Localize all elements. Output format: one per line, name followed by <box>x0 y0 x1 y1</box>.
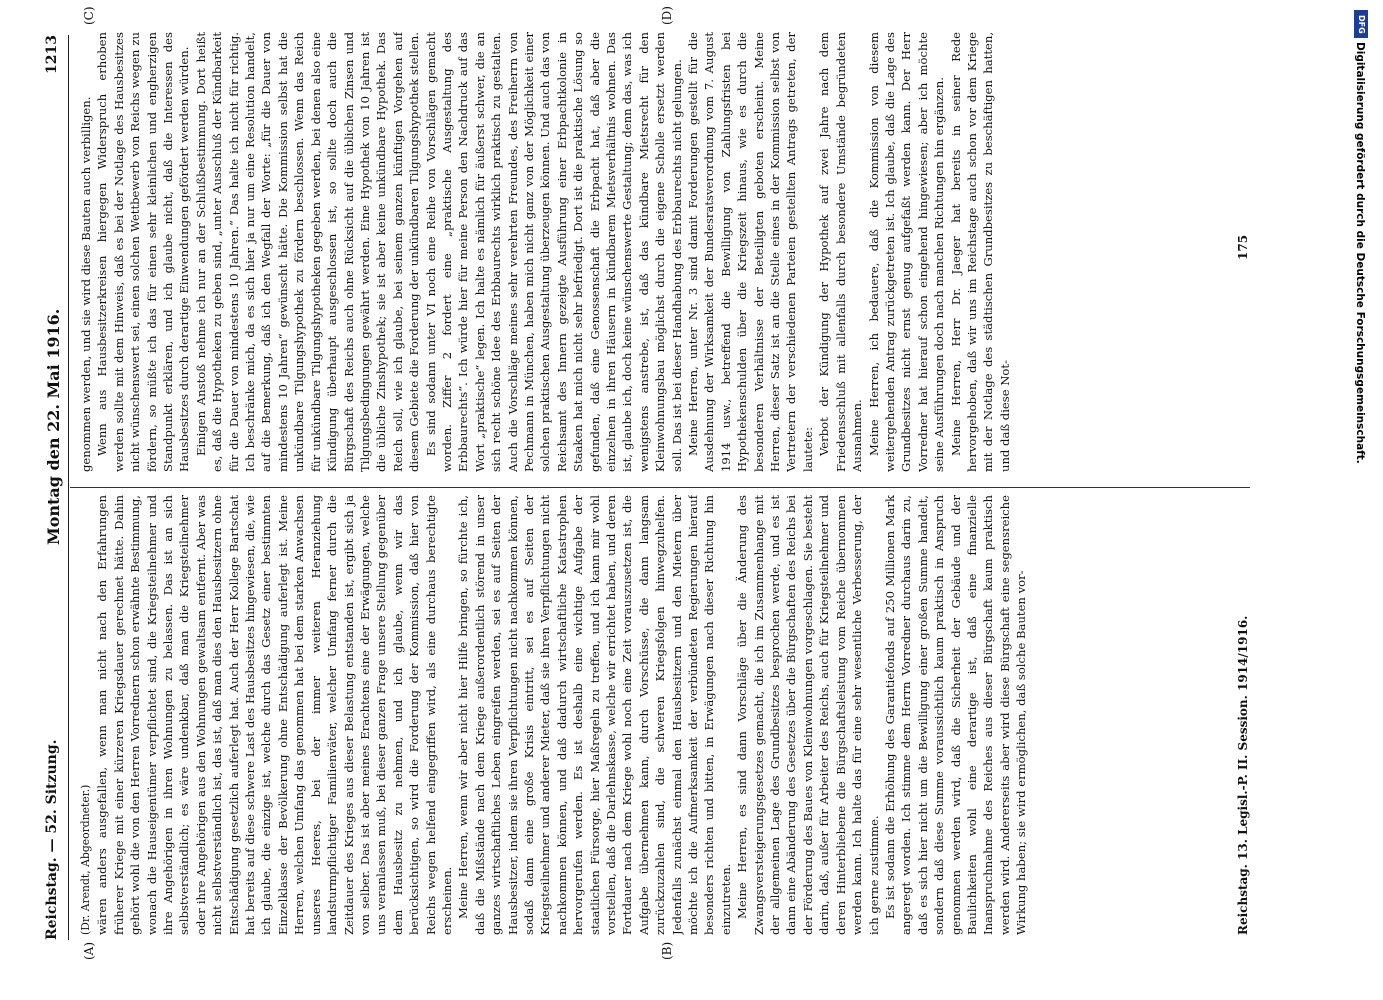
paragraph: Meine Herren, ich bedauere, daß die Kommission von diesem weitergehenden Antrag zurückgetreten ist. Ich glaube, daß die Lage des Grundbesitzes nicht ernst genug aufgefaßt werden kann. Der Herr Vorredner hat hierauf schon eingehend hingewiesen; aber ich möchte seine Ausführungen doch nach manchen Richtungen hin ergänzen. <box>866 32 947 472</box>
paragraph: wären anders ausgefallen, wenn man nicht nach den Erfahrungen früherer Kriege mit einer kürzeren Kriegsdauer gerechnet hätte. Dahin gehört wohl die von den Herren Vorrednern schon erwähnte Bestimmung, wonach die Hauseigentümer verpflichtet sind, die Kriegsteilnehmer und ihre Angehörigen in ihren Wohnungen zu belassen. Das ist an sich selbstverständlich; es wäre undenkbar, daß man die Kriegsteilnehmer oder ihre Angehörigen aus den Wohnungen gewaltsam entfernt. Aber was nicht selbstverständlich ist, das ist, daß man dies den Hausbesitzern ohne Entschädigung gesetzlich auferlegt hat. Auch der Herr Kollege Bartschat hat bereits auf diese schwere Last des Hausbesitzes hingewiesen, die, wie ich glaube, die einzige ist, welche durch das Gesetz einer bestimmten Einzelklasse der Bevölkerung ohne Entschädigung auferlegt ist. Meine Herren, welchen Umfang das genommen hat bei dem starken Anwachsen unseres Heeres, bei der immer weiteren Heranziehung landsturmpflichtiger Familienväter, welcher Umfang ferner durch die Zeitdauer des Krieges aus dieser Belastung entstanden ist, ergibt sich ja von selber. Das ist aber meines Erachtens eine der Erwägungen, welche uns veranlassen muß, bei dieser ganzen Frage unsere Stellung gegenüber dem Hausbesitz zu nehmen, und ich glaube, wenn wir das berücksichtigen, so wird die Forderung der Kommission, daß hier von Reichs wegen helfend eingegriffen wird, als eine durchaus berechtigte erscheinen. <box>95 495 454 935</box>
paragraph: Meine Herren, es sind dann Vorschläge über die Änderung des Zwangsversteigerungsgesetzes gemacht, die ich im Zusammenhange mit der allgemeinen Lage des Grundbesitzes besprochen werde, und es ist dann eine Abänderung des Gesetzes über die Bürgschaften des Reichs bei der Förderung des Baues von Kleinwohnungen vorgeschlagen. Sie besteht darin, daß, außer für Arbeiter des Reichs, auch für Kriegsteilnehmer und deren Hinterbliebene die Bürgschaftsleistung vom Reiche übernommen werden kann. Ich halte das für eine sehr wesentliche Verbesserung, der ich gerne zustimme. <box>735 495 881 935</box>
header-date: Montag den 22. Mai 1916. <box>44 308 63 545</box>
margin-mark-c: (C) <box>82 6 96 25</box>
margin-mark-d: (D) <box>660 6 674 25</box>
footer-sheet-number: 175 <box>1236 234 1250 260</box>
paragraph: Meine Herren, wenn wir aber nicht hier Hilfe bringen, so fürchte ich, daß die Mißstände nach dem Kriege außerordentlich störend in unser ganzes wirtschaftliches Leben eingreifen werden, sei es auf Seiten der Hausbesitzer, indem sie ihren Verpflichtungen nicht nachkommen können, sodaß dann eine große Krisis eintritt, sei es auf Seiten der Kriegsteilnehmer und anderer Mieter, daß sie ihren Verpflichtungen nicht nachkommen können, und daß dadurch wirtschaftliche Katastrophen hervorgerufen werden. Es ist deshalb eine wichtige Aufgabe der staatlichen Fürsorge, hier Maßregeln zu treffen, und ich kann mir wohl vorstellen, daß die Darlehnskasse, welche wir errichtet haben, und deren Fortdauer nach dem Kriege wohl noch eine Zeit vorauszusetzen ist, die Aufgabe übernehmen kann, durch Vorschüsse, die dann langsam zurückzuzahlen sind, die schweren Kriegsfolgen hinwegzuhelfen. Jedenfalls zunächst einmal den Hausbesitzern und den Mietern über möchte ich die Aufmerksamkeit der verbündeten Regierungen hierauf besonders richten und bitten, in Erwägungen nach dieser Richtung hin einzutreten. <box>456 495 733 935</box>
paragraph: Es ist sodann die Erhöhung des Garantiefonds auf 250 Millionen Mark angeregt worden. Ich stimme dem Herrn Vorredner durchaus darin zu, daß es sich hier nicht um die Bewilligung einer großen Summe handelt, sondern daß diese Summe voraussichtlich kaum praktisch in Anspruch genommen werden wird, daß die Sicherheit der Gebäude und der Baulichkeiten wohl eine derartige ist, daß eine finanzielle Inanspruchnahme des Reiches aus dieser Bürgschaft kaum praktisch werden wird. Andererseits aber wird diese Bürgschaft eine segensreiche Wirkung haben; sie wird ermöglichen, daß solche Bauten vor- <box>882 495 1029 935</box>
dfg-logo-icon: DFG <box>1354 10 1368 38</box>
paragraph: Einigen Anstoß nehme ich nur an der Schlußbestimmung. Dort heißt es, daß die Hypotheken zu geben sind, „unter Ausschluß der Kündbarkeit für die Dauer von mindestens 10 Jahren.“ Das halte ich nicht für richtig. Ich beschränke mich, da es sich hier ja nur um eine Resolution handelt, auf die Bemerkung, daß ich den Wegfall der Worte: „für die Dauer von mindestens 10 Jahren“ gewünscht hätte. Die Kommission selbst hat die unkündbare Tilgungshypothek zu fördern beschlossen. Wenn das Reich für unkündbare Tilgungshypotheken gegeben werden, bei denen also eine Kündigung überhaupt ausgeschlossen ist, so sollte doch auch die Bürgschaft des Reichs auch ohne Rücksicht auf die üblichen Zinsen und Tilgungsbedingungen gewährt werden. Eine Hypothek von 10 Jahren ist die übliche Zinshypothek; sie ist aber keine unkündbare Hypothek. Das Reich soll, wie ich glaube, bei seinem ganzen künftigen Vorgehen auf diesem Gebiete die Forderung der unkündbaren Tilgungshypothek stellen. <box>193 32 422 472</box>
paragraph: Meine Herren, unter Nr. 3 sind damit Forderungen gestellt für die Ausdehnung der Wirksamkeit der Bundesratsverordnung vom 7. August 1914 usw., betreffend die Bewilligung von Zahlungsfristen bei Hypothekenschulden über die Kriegszeit hinaus, wie es durch die besonderen Verhältnisse der Beteiligten geboten erscheint. Meine Herren, dieser Satz ist an die Stelle eines in der Kommission selbst von Vertretern der verschiedenen Parteien gestellten Antrags getreten, der lautete: <box>686 32 815 472</box>
header-page-number: 1213 <box>44 35 60 74</box>
left-column <box>78 495 1263 935</box>
paragraph: genommen werden, und sie wird diese Bauten auch verbilligen. <box>79 96 93 472</box>
footer-session-info: Reichstag. 13. Legisl.-P. II. Session. 1914/1916. <box>1236 615 1250 935</box>
paragraph: Verbot der Kündigung der Hypothek auf zwei Jahre nach dem Friedensschluß mit allenfalls durch besondere Umstände begründeten Ausnahmen. <box>817 32 865 472</box>
column-divider <box>70 487 1250 488</box>
paragraph: Wenn aus Hausbesitzerkreisen hiergegen Widerspruch erhoben werden sollte mit dem Hinweis, daß es bei der Notlage des Hausbesitzes nicht wünschenswert sei, einen solchen Wettbewerb von Reichs wegen zu fördern, so müßte ich das für einen sehr kleinlichen und engherzigen Standpunkt erklären, und ich glaube nicht, daß die Interessen des Hausbesitzes durch derartige Einwendungen gefördert werden würden. <box>95 32 192 472</box>
header-session: Reichstag. — 52. Sitzung. <box>44 739 60 940</box>
paragraph: (Dr. Arendt, Abgeordneter.) <box>79 784 92 935</box>
dfg-stamp-text: Digitalisierung gefördert durch die Deutsche Forschungsgemeinschaft. <box>1354 42 1366 464</box>
paragraph: Es sind sodann unter VI noch eine Reihe von Vorschlägen gemacht worden. Ziffer 2 fordert eine „praktische Ausgestaltung des Erbbaurechts“. Ich würde hier für meine Person den Nachdruck auf das Wort „praktische“ legen. Ich halte es nämlich für äußerst schwer, die an sich recht schöne Idee des Erbbaurechts wirklich praktisch zu gestalten. Auch die Vorschläge meines sehr verehrten Freundes, des Freiherrn von Pechmann in München, haben mich nicht ganz von der Möglichkeit einer solchen praktischen Ausgestaltung überzeugen können. Und auch das von Reichsamt des Innern gezeigte Ausführung einer Erbpachtkolonie in Staaken hat mich nicht sehr befriedigt. Dort ist die praktische Lösung so gefunden, daß eine Genossenschaft die Erbpacht hat, daß aber die einzelnen in ihren Häusern in kündbarem Mietsverhältnis wohnen. Das ist, glaube ich, doch keine wünschenswerte Gestaltung; denn das, was ich wenigstens anstrebe, ist, daß das kündbare Mietsrecht für den Kleinwohnungsbau möglichst durch die eigene Scholle ersetzt werden soll. Das ist bei dieser Handhabung des Erbbaurechts nicht gelungen. <box>423 32 684 472</box>
paragraph: Meine Herren, Herr Dr. Jaeger hat bereits in seiner Rede hervorgehoben, daß wir uns im Reichstage auch schon vor dem Kriege mit der Notlage des städtischen Grundbesitzes zu beschäftigen hatten, und daß diese Not- <box>948 32 1012 472</box>
page-header <box>44 35 66 940</box>
margin-mark-b: (B) <box>660 941 674 960</box>
header-rule <box>68 35 69 940</box>
dfg-stamp <box>1352 6 1372 981</box>
margin-mark-a: (A) <box>82 941 96 960</box>
right-column <box>78 32 1263 472</box>
